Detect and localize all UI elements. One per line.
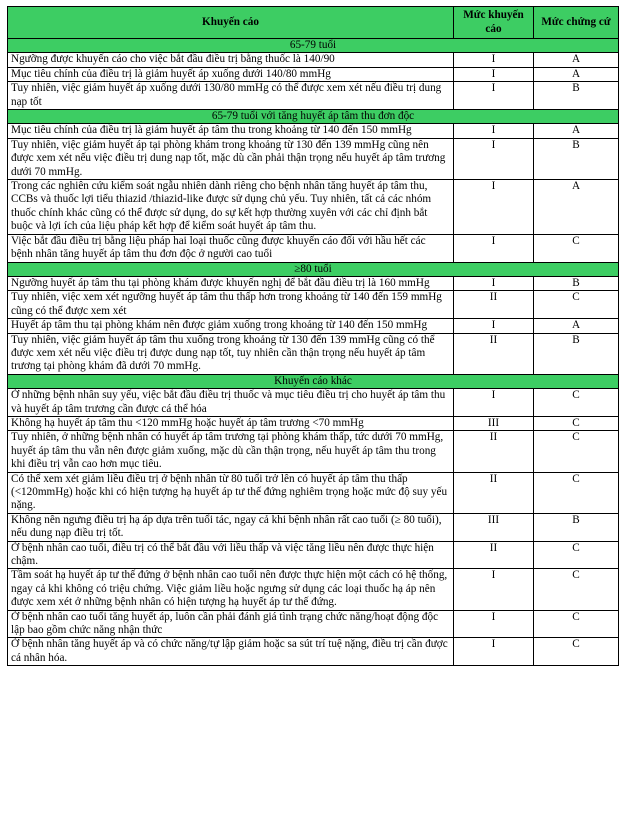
level-cell: I: [454, 638, 534, 666]
table-row: [8, 472, 619, 513]
level-cell: III: [454, 416, 534, 430]
evidence-cell: B: [534, 276, 619, 290]
level-cell: I: [454, 569, 534, 610]
section-title: 65-79 tuổi với tăng huyết áp tâm thu đơn độc: [8, 110, 619, 124]
evidence-cell: B: [534, 82, 619, 110]
evidence-cell: A: [534, 124, 619, 138]
evidence-cell: C: [534, 569, 619, 610]
header-evidence: Mức chứng cứ: [534, 7, 619, 39]
evidence-cell: A: [534, 180, 619, 235]
evidence-cell: C: [534, 541, 619, 569]
evidence-cell: B: [534, 333, 619, 374]
evidence-cell: A: [534, 67, 619, 81]
table-row: [8, 276, 619, 290]
recommendation-cell: Tuy nhiên, ở những bệnh nhân có huyết áp tâm trương tại phòng khám thấp, tức dưới 70 mmHg, huyết áp tâm thu vẫn nên được giảm xuống, mặc dù cần thận trọng, nếu huyết áp tâm thu trong khi điều trị vẫn cao hơn mục tiêu.: [8, 431, 454, 472]
table-row: [8, 138, 619, 179]
recommendation-cell: Ngưỡng huyết áp tâm thu tại phòng khám được khuyến nghị để bắt đầu điều trị là 160 mmHg: [8, 276, 454, 290]
table-row: [8, 431, 619, 472]
recommendation-cell: Trong các nghiên cứu kiểm soát ngẫu nhiên dành riêng cho bệnh nhân tăng huyết áp tâm thu, CCBs và thuốc lợi tiểu thiazid /thiazid-like được sử dụng chủ yếu. Tuy nhiên, tất cả các nhóm thuốc chính khác cũng có thể được sử dụng, do sự kết hợp thường xuyên với các chỉ định bắt buộc và lợi ích của liệu pháp kết hợp để kiểm soát huyết áp tâm thu.: [8, 180, 454, 235]
recommendation-cell: Tầm soát hạ huyết áp tư thế đứng ở bệnh nhân cao tuổi nên được thực hiện một cách có hệ thống, ngay cả khi không có triệu chứng. Việc giảm liều hoặc ngưng sử dụng các loại thuốc hạ áp nên được xem xét ở những bệnh nhân có hiện tượng hạ huyết áp tư thế đứng.: [8, 569, 454, 610]
section-title: 65-79 tuổi: [8, 39, 619, 53]
recommendation-cell: Ở bệnh nhân tăng huyết áp và có chức năng/tự lập giảm hoặc sa sút trí tuệ nặng, điều trị cần được cá nhân hóa.: [8, 638, 454, 666]
table-row: [8, 569, 619, 610]
evidence-cell: A: [534, 53, 619, 67]
evidence-cell: A: [534, 319, 619, 333]
evidence-cell: C: [534, 431, 619, 472]
level-cell: II: [454, 291, 534, 319]
level-cell: II: [454, 333, 534, 374]
level-cell: II: [454, 472, 534, 513]
table-row: [8, 124, 619, 138]
level-cell: I: [454, 82, 534, 110]
recommendation-cell: Ở những bệnh nhân suy yếu, việc bắt đầu điều trị thuốc và mục tiêu điều trị cho huyết áp tâm thu và huyết áp tâm trương cần được cá thể hóa: [8, 389, 454, 417]
table-row: [8, 53, 619, 67]
evidence-cell: B: [534, 138, 619, 179]
recommendation-cell: Việc bắt đầu điều trị bằng liệu pháp hai loại thuốc cũng được khuyến cáo đối với hầu hết các bệnh nhân tăng huyết áp tâm thu đơn độc ở người cao tuổi: [8, 234, 454, 262]
evidence-cell: C: [534, 638, 619, 666]
table-row: [8, 180, 619, 235]
table-row: [8, 67, 619, 81]
recommendation-cell: Mục tiêu chính của điều trị là giảm huyết áp xuống dưới 140/80 mmHg: [8, 67, 454, 81]
recommendation-cell: Tuy nhiên, việc giảm huyết áp tại phòng khám trong khoảng từ 130 đến 139 mmHg cũng nên được xem xét nếu việc điều trị dung nạp tốt, mặc dù cần phải thận trọng nếu huyết áp tâm trương dưới 70 mmHg.: [8, 138, 454, 179]
level-cell: I: [454, 124, 534, 138]
table-row: [8, 333, 619, 374]
evidence-cell: C: [534, 234, 619, 262]
table-row: [8, 319, 619, 333]
level-cell: II: [454, 541, 534, 569]
recommendation-cell: Tuy nhiên, việc giảm huyết áp tâm thu xuống trong khoảng từ 130 đến 139 mmHg cũng có thể được xem xét nếu việc điều trị được dung nạp tốt, tuy nhiên cần thận trọng nếu huyết áp tâm trương tại phòng khám đã dưới 70 mmHg.: [8, 333, 454, 374]
level-cell: I: [454, 319, 534, 333]
level-cell: I: [454, 389, 534, 417]
section-row: [8, 374, 619, 388]
evidence-cell: C: [534, 291, 619, 319]
evidence-cell: B: [534, 513, 619, 541]
recommendation-cell: Có thể xem xét giảm liều điều trị ở bệnh nhân từ 80 tuổi trở lên có huyết áp tâm thu thấp (<120mmHg) hoặc khi có hiện tượng hạ huyết áp tư thế đứng nghiêm trọng hoặc mức độ suy yếu nặng.: [8, 472, 454, 513]
evidence-cell: C: [534, 472, 619, 513]
level-cell: I: [454, 234, 534, 262]
header-recommendation: Khuyến cáo: [8, 7, 454, 39]
table-row: [8, 541, 619, 569]
section-row: [8, 110, 619, 124]
evidence-cell: C: [534, 610, 619, 638]
recommendation-table: [7, 6, 619, 666]
level-cell: I: [454, 610, 534, 638]
recommendation-cell: Ở bệnh nhân cao tuổi tăng huyết áp, luôn cần phải đánh giá tình trạng chức năng/hoạt động độc lập bao gồm chức năng nhận thức: [8, 610, 454, 638]
level-cell: I: [454, 53, 534, 67]
recommendation-cell: Không hạ huyết áp tâm thu <120 mmHg hoặc huyết áp tâm trương <70 mmHg: [8, 416, 454, 430]
level-cell: I: [454, 138, 534, 179]
recommendation-cell: Ở bệnh nhân cao tuổi, điều trị có thể bắt đầu với liều thấp và việc tăng liều nên được thực hiện chậm.: [8, 541, 454, 569]
table-row: [8, 389, 619, 417]
table-body: [8, 39, 619, 666]
section-row: [8, 39, 619, 53]
recommendation-cell: Không nên ngưng điều trị hạ áp dựa trên tuổi tác, ngay cả khi bệnh nhân rất cao tuổi (≥ 80 tuổi), nếu dung nạp điều trị tốt.: [8, 513, 454, 541]
level-cell: III: [454, 513, 534, 541]
level-cell: I: [454, 276, 534, 290]
table-row: [8, 291, 619, 319]
recommendation-cell: Mục tiêu chính của điều trị là giảm huyết áp tâm thu trong khoảng từ 140 đến 150 mmHg: [8, 124, 454, 138]
table-row: [8, 513, 619, 541]
table-row: [8, 82, 619, 110]
header-level: Mức khuyến cáo: [454, 7, 534, 39]
evidence-cell: C: [534, 389, 619, 417]
level-cell: II: [454, 431, 534, 472]
recommendation-cell: Huyết áp tâm thu tại phòng khám nên được giảm xuống trong khoảng từ 140 đến 150 mmHg: [8, 319, 454, 333]
table-row: [8, 638, 619, 666]
section-row: [8, 262, 619, 276]
evidence-cell: C: [534, 416, 619, 430]
section-title: ≥80 tuổi: [8, 262, 619, 276]
table-row: [8, 610, 619, 638]
recommendation-cell: Ngưỡng được khuyến cáo cho việc bắt đầu điều trị bằng thuốc là 140/90: [8, 53, 454, 67]
recommendation-cell: Tuy nhiên, việc xem xét ngưỡng huyết áp tâm thu thấp hơn trong khoảng từ 140 đến 159 mmHg cũng có thể được xem xét: [8, 291, 454, 319]
recommendation-cell: Tuy nhiên, việc giảm huyết áp xuống dưới 130/80 mmHg có thể được xem xét nếu điều trị dung nạp tốt: [8, 82, 454, 110]
table-header-row: [8, 7, 619, 39]
level-cell: I: [454, 180, 534, 235]
section-title: Khuyến cáo khác: [8, 374, 619, 388]
level-cell: I: [454, 67, 534, 81]
table-row: [8, 234, 619, 262]
table-row: [8, 416, 619, 430]
